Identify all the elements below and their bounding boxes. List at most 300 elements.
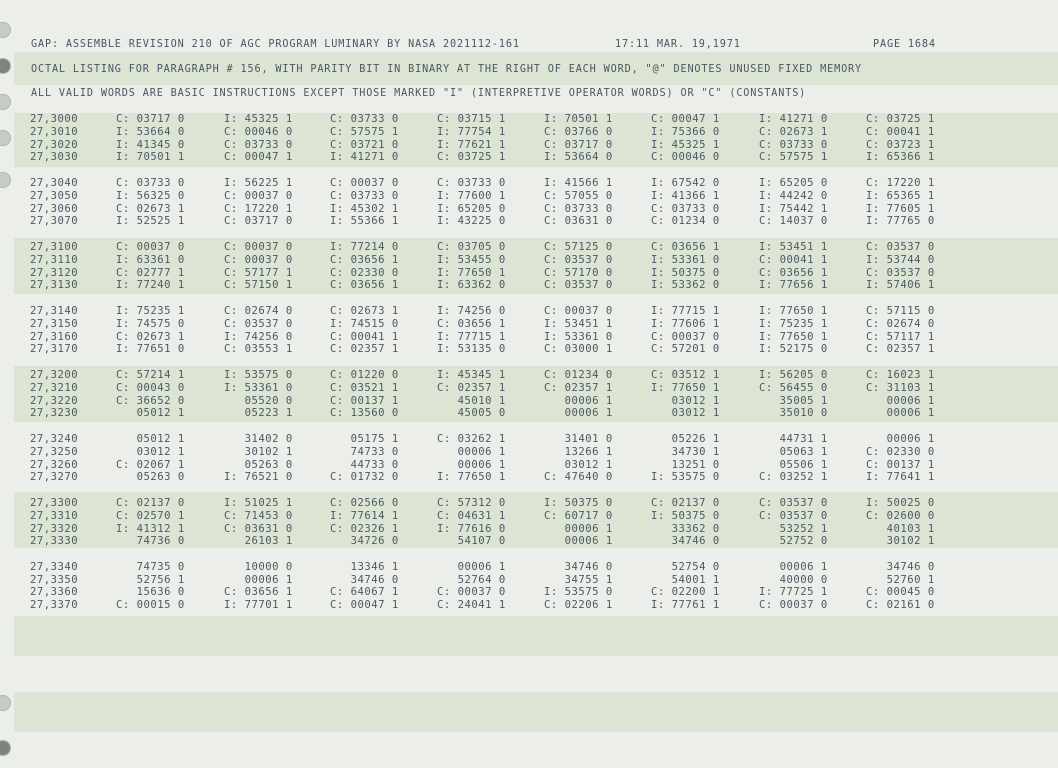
octal-word: C: 03631 0 (544, 215, 613, 228)
octal-word: I: 74515 0 (330, 317, 399, 330)
octal-word: C: 03656 1 (330, 279, 399, 292)
octal-word: 00006 1 (437, 445, 506, 458)
octal-word: 30102 1 (866, 535, 935, 548)
octal-word: C: 03717 0 (224, 215, 293, 228)
octal-word: C: 00041 1 (759, 253, 828, 266)
listing-row (0, 459, 1058, 472)
octal-word: C: 17220 1 (866, 176, 935, 189)
octal-word: C: 02673 1 (759, 125, 828, 138)
octal-word: C: 14037 0 (759, 215, 828, 228)
octal-word: C: 00137 1 (866, 458, 935, 471)
octal-word: I: 53362 0 (651, 279, 720, 292)
octal-word: C: 02674 0 (224, 304, 293, 317)
octal-word: C: 02200 1 (651, 586, 720, 599)
memory-address: 27,3040 (30, 176, 79, 189)
octal-word: C: 03733 0 (330, 113, 399, 125)
octal-word: C: 57150 1 (224, 279, 293, 292)
octal-word: C: 03537 0 (866, 240, 935, 253)
octal-word: I: 65365 1 (866, 189, 935, 202)
memory-address: 27,3060 (30, 202, 79, 215)
octal-word: C: 02357 1 (544, 381, 613, 394)
octal-word: C: 24041 1 (437, 599, 506, 612)
octal-word: C: 03262 1 (437, 432, 506, 445)
octal-word: C: 16023 1 (866, 368, 935, 381)
octal-word: I: 50375 0 (544, 496, 613, 509)
octal-word: I: 50375 0 (651, 509, 720, 522)
octal-word: 05506 1 (759, 458, 828, 471)
memory-address: 27,3140 (30, 304, 79, 317)
octal-word: C: 03733 0 (759, 138, 828, 151)
octal-word: C: 02673 1 (116, 202, 185, 215)
octal-word: I: 65205 0 (759, 176, 828, 189)
octal-word: C: 57115 0 (866, 304, 935, 317)
octal-word: 00006 1 (544, 394, 613, 407)
octal-word: 44731 1 (759, 432, 828, 445)
memory-address: 27,3350 (30, 573, 79, 586)
octal-word: I: 77214 0 (330, 240, 399, 253)
memory-address: 27,3260 (30, 458, 79, 471)
octal-word: I: 50025 0 (866, 496, 935, 509)
octal-word: C: 00047 1 (651, 113, 720, 125)
octal-word: C: 02357 1 (330, 343, 399, 356)
octal-word: 05226 1 (651, 432, 720, 445)
octal-word: C: 01234 0 (651, 215, 720, 228)
octal-word: C: 02330 0 (866, 445, 935, 458)
memory-address: 27,3310 (30, 509, 79, 522)
octal-word: 00006 1 (544, 407, 613, 420)
listing-row (0, 331, 1058, 344)
listing-row (0, 599, 1058, 612)
octal-word: 30102 1 (224, 445, 293, 458)
octal-word: 13266 1 (544, 445, 613, 458)
octal-word: 34755 1 (544, 573, 613, 586)
listing-row (0, 574, 1058, 587)
octal-word: C: 02326 1 (330, 522, 399, 535)
octal-word: I: 77761 1 (651, 599, 720, 612)
octal-word: 31401 0 (544, 432, 613, 445)
octal-word: I: 75235 1 (759, 317, 828, 330)
octal-word: I: 77754 1 (437, 125, 506, 138)
octal-word: I: 77600 1 (437, 189, 506, 202)
octal-word: I: 53744 0 (866, 253, 935, 266)
octal-word: C: 03733 0 (330, 189, 399, 202)
listing-row (0, 446, 1058, 459)
header-description: OCTAL LISTING FOR PARAGRAPH # 156, WITH PARITY BIT IN BINARY AT THE RIGHT OF EACH WORD, "@" DENOTES UNUSED FIXED MEMORY (31, 64, 863, 75)
octal-word: C: 02161 0 (866, 599, 935, 612)
octal-word: C: 00037 0 (437, 586, 506, 599)
listing-row (0, 190, 1058, 203)
octal-word: 00006 1 (224, 573, 293, 586)
group-spacer (0, 228, 1058, 241)
octal-word: C: 00037 0 (224, 240, 293, 253)
octal-word: I: 77240 1 (116, 279, 185, 292)
octal-word: I: 52525 1 (116, 215, 185, 228)
octal-word: I: 77725 1 (759, 586, 828, 599)
memory-address: 27,3200 (30, 368, 79, 381)
paper-band (14, 616, 1058, 656)
octal-word: 15636 0 (116, 586, 185, 599)
octal-word: C: 03553 1 (224, 343, 293, 356)
memory-address: 27,3050 (30, 189, 79, 202)
octal-word: 74733 0 (330, 445, 399, 458)
octal-word: C: 02674 0 (866, 317, 935, 330)
octal-word: 00006 1 (866, 432, 935, 445)
listing-row (0, 126, 1058, 139)
octal-word: 00006 1 (544, 535, 613, 548)
memory-address: 27,3170 (30, 343, 79, 356)
octal-word: C: 03733 0 (224, 138, 293, 151)
octal-word: C: 00037 0 (544, 304, 613, 317)
octal-word: C: 31103 1 (866, 381, 935, 394)
listing-row (0, 523, 1058, 536)
octal-word: I: 53664 0 (544, 151, 613, 164)
octal-word: C: 00041 1 (866, 125, 935, 138)
octal-word: I: 45325 1 (651, 138, 720, 151)
octal-word: 44733 0 (330, 458, 399, 471)
memory-address: 27,3150 (30, 317, 79, 330)
octal-word: I: 75442 1 (759, 202, 828, 215)
octal-word: I: 74256 0 (224, 330, 293, 343)
octal-word: I: 55366 1 (330, 215, 399, 228)
listing-row (0, 382, 1058, 395)
octal-word: I: 75235 1 (116, 304, 185, 317)
octal-word: 35005 1 (759, 394, 828, 407)
octal-word: I: 77765 0 (866, 215, 935, 228)
octal-word: 03012 1 (544, 458, 613, 471)
octal-word: C: 57117 1 (866, 330, 935, 343)
memory-address: 27,3250 (30, 445, 79, 458)
octal-word: I: 70501 1 (116, 151, 185, 164)
listing-row (0, 139, 1058, 152)
octal-word: C: 00037 0 (651, 330, 720, 343)
octal-word: I: 63362 0 (437, 279, 506, 292)
octal-word: C: 02566 0 (330, 496, 399, 509)
page-number: PAGE 1684 (873, 39, 936, 50)
memory-address: 27,3210 (30, 381, 79, 394)
listing-row (0, 203, 1058, 216)
octal-word: I: 43225 0 (437, 215, 506, 228)
listing-row (0, 586, 1058, 599)
octal-word: C: 57177 1 (224, 266, 293, 279)
octal-word: 13251 0 (651, 458, 720, 471)
octal-word: C: 03252 1 (759, 471, 828, 484)
octal-word: I: 57406 1 (866, 279, 935, 292)
octal-word: 45005 0 (437, 407, 506, 420)
octal-word: C: 03715 1 (437, 113, 506, 125)
memory-address: 27,3160 (30, 330, 79, 343)
octal-word: C: 02137 0 (116, 496, 185, 509)
octal-word: C: 00045 0 (866, 586, 935, 599)
octal-word: C: 03656 1 (437, 317, 506, 330)
octal-word: C: 03521 1 (330, 381, 399, 394)
octal-word: I: 53575 0 (651, 471, 720, 484)
feed-hole (0, 94, 11, 110)
memory-address: 27,3070 (30, 215, 79, 228)
octal-word: C: 03717 0 (116, 113, 185, 125)
octal-word: I: 77605 1 (866, 202, 935, 215)
octal-word: 54001 1 (651, 573, 720, 586)
octal-word: C: 01220 0 (330, 368, 399, 381)
feed-hole (0, 740, 11, 756)
memory-address: 27,3240 (30, 432, 79, 445)
octal-word: C: 36652 0 (116, 394, 185, 407)
listing-row (0, 433, 1058, 446)
octal-word: 05175 1 (330, 432, 399, 445)
octal-word: C: 03512 1 (651, 368, 720, 381)
octal-word: 05263 0 (116, 471, 185, 484)
octal-word: C: 03721 0 (330, 138, 399, 151)
memory-address: 27,3370 (30, 599, 79, 612)
octal-word: 05263 0 (224, 458, 293, 471)
listing-row (0, 561, 1058, 574)
octal-word: I: 41345 0 (116, 138, 185, 151)
octal-word: I: 53135 0 (437, 343, 506, 356)
octal-word: 40103 1 (866, 522, 935, 535)
octal-word: 34746 0 (866, 560, 935, 573)
octal-word: C: 00041 1 (330, 330, 399, 343)
octal-word: C: 00037 0 (330, 176, 399, 189)
listing-row (0, 305, 1058, 318)
octal-word: 05012 1 (116, 432, 185, 445)
octal-word: C: 56455 0 (759, 381, 828, 394)
octal-word: 00006 1 (866, 394, 935, 407)
octal-word: 34730 1 (651, 445, 720, 458)
memory-address: 27,3320 (30, 522, 79, 535)
octal-word: I: 53664 0 (116, 125, 185, 138)
octal-word: 03012 1 (651, 407, 720, 420)
octal-word: I: 77614 1 (330, 509, 399, 522)
octal-word: 10000 0 (224, 560, 293, 573)
octal-word: I: 53361 0 (224, 381, 293, 394)
memory-address: 27,3100 (30, 240, 79, 253)
octal-word: I: 56325 0 (116, 189, 185, 202)
octal-word: C: 03537 0 (544, 253, 613, 266)
octal-word: I: 41312 1 (116, 522, 185, 535)
octal-word: I: 53451 1 (544, 317, 613, 330)
octal-word: C: 02673 1 (116, 330, 185, 343)
memory-address: 27,3270 (30, 471, 79, 484)
octal-word: C: 71453 0 (224, 509, 293, 522)
octal-word: C: 00037 0 (224, 253, 293, 266)
octal-word: 53252 1 (759, 522, 828, 535)
header-timestamp: 17:11 MAR. 19,1971 (615, 39, 741, 50)
octal-word: C: 03717 0 (544, 138, 613, 151)
octal-word: C: 03537 0 (866, 266, 935, 279)
memory-address: 27,3120 (30, 266, 79, 279)
listing-row (0, 267, 1058, 280)
feed-hole (0, 58, 11, 74)
group-spacer (0, 292, 1058, 305)
octal-word: I: 77650 1 (759, 304, 828, 317)
feed-hole (0, 695, 11, 711)
octal-word: 52752 0 (759, 535, 828, 548)
octal-word: I: 77650 1 (437, 266, 506, 279)
octal-word: C: 02330 0 (330, 266, 399, 279)
octal-word: C: 01234 0 (544, 368, 613, 381)
octal-word: 74735 0 (116, 560, 185, 573)
octal-word: C: 02570 1 (116, 509, 185, 522)
octal-word: I: 53575 0 (224, 368, 293, 381)
octal-word: 34726 0 (330, 535, 399, 548)
memory-address: 27,3130 (30, 279, 79, 292)
octal-word: I: 77656 1 (759, 279, 828, 292)
octal-word: 34746 0 (544, 560, 613, 573)
octal-word: I: 77651 0 (116, 343, 185, 356)
octal-word: 00006 1 (759, 560, 828, 573)
octal-word: C: 02673 1 (330, 304, 399, 317)
octal-word: 34746 0 (330, 573, 399, 586)
octal-word: 00006 1 (544, 522, 613, 535)
listing-row (0, 369, 1058, 382)
octal-word: I: 53361 0 (651, 253, 720, 266)
octal-word: 05063 1 (759, 445, 828, 458)
octal-word: I: 74256 0 (437, 304, 506, 317)
memory-address: 27,3010 (30, 125, 79, 138)
octal-word: C: 13560 0 (330, 407, 399, 420)
octal-word: 45010 1 (437, 394, 506, 407)
octal-word: I: 41271 0 (330, 151, 399, 164)
octal-word: I: 77701 1 (224, 599, 293, 612)
feed-hole (0, 22, 11, 38)
octal-word: 52754 0 (651, 560, 720, 573)
octal-word: C: 00046 0 (651, 151, 720, 164)
octal-word: C: 03656 1 (651, 240, 720, 253)
octal-word: I: 56225 1 (224, 176, 293, 189)
octal-word: I: 77715 1 (437, 330, 506, 343)
octal-word: I: 41566 1 (544, 176, 613, 189)
octal-word: C: 03733 0 (116, 176, 185, 189)
listing-row (0, 215, 1058, 228)
octal-word: I: 65366 1 (866, 151, 935, 164)
octal-word: C: 02206 1 (544, 599, 613, 612)
paper-band (14, 692, 1058, 732)
octal-word: 00006 1 (437, 458, 506, 471)
octal-word: I: 70501 1 (544, 113, 613, 125)
listing-row (0, 318, 1058, 331)
octal-word: I: 50375 0 (651, 266, 720, 279)
octal-word: C: 03656 1 (224, 586, 293, 599)
octal-word: 34746 0 (651, 535, 720, 548)
octal-word: C: 00037 0 (116, 240, 185, 253)
octal-word: I: 52175 0 (759, 343, 828, 356)
octal-word: C: 03733 0 (544, 202, 613, 215)
header-title: GAP: ASSEMBLE REVISION 210 OF AGC PROGRAM LUMINARY BY NASA 2021112-161 (31, 39, 520, 50)
listing-row (0, 510, 1058, 523)
memory-address: 27,3300 (30, 496, 79, 509)
group-spacer (0, 484, 1058, 497)
memory-address: 27,3030 (30, 151, 79, 164)
octal-word: C: 57575 1 (759, 151, 828, 164)
octal-word: I: 41366 1 (651, 189, 720, 202)
octal-word: 00006 1 (866, 407, 935, 420)
octal-word: I: 75366 0 (651, 125, 720, 138)
octal-word: 26103 1 (224, 535, 293, 548)
octal-word: C: 02357 1 (437, 381, 506, 394)
listing-row (0, 407, 1058, 420)
octal-word: C: 00047 1 (224, 151, 293, 164)
octal-word: C: 57170 0 (544, 266, 613, 279)
memory-address: 27,3340 (30, 560, 79, 573)
octal-word: I: 53455 0 (437, 253, 506, 266)
octal-word: C: 57575 1 (330, 125, 399, 138)
octal-word: C: 64067 1 (330, 586, 399, 599)
listing-row (0, 279, 1058, 292)
octal-word: I: 77650 1 (651, 381, 720, 394)
octal-word: I: 63361 0 (116, 253, 185, 266)
octal-word: I: 53451 1 (759, 240, 828, 253)
octal-word: C: 17220 1 (224, 202, 293, 215)
octal-word: C: 00037 0 (224, 189, 293, 202)
listing-row (0, 151, 1058, 164)
octal-word: I: 41271 0 (759, 113, 828, 125)
octal-word: I: 77650 1 (437, 471, 506, 484)
octal-word: I: 77616 0 (437, 522, 506, 535)
octal-word: C: 00046 0 (224, 125, 293, 138)
octal-word: 33362 0 (651, 522, 720, 535)
group-spacer (0, 164, 1058, 177)
octal-word: C: 02600 0 (866, 509, 935, 522)
octal-word: 05012 1 (116, 407, 185, 420)
octal-word: 52764 0 (437, 573, 506, 586)
group-spacer (0, 548, 1058, 561)
listing-row (0, 471, 1058, 484)
octal-word: C: 03537 0 (759, 509, 828, 522)
octal-word: C: 00137 1 (330, 394, 399, 407)
memory-address: 27,3220 (30, 394, 79, 407)
octal-word: C: 03000 1 (544, 343, 613, 356)
octal-word: I: 45345 1 (437, 368, 506, 381)
octal-word: C: 02357 1 (866, 343, 935, 356)
header-legend: ALL VALID WORDS ARE BASIC INSTRUCTIONS EXCEPT THOSE MARKED "I" (INTERPRETIVE OPERATOR WORDS) OR "C" (CONSTANTS) (31, 88, 807, 99)
octal-word: 03012 1 (651, 394, 720, 407)
octal-word: I: 77715 1 (651, 304, 720, 317)
octal-word: 74736 0 (116, 535, 185, 548)
memory-address: 27,3000 (30, 113, 79, 125)
listing-row (0, 497, 1058, 510)
octal-word: C: 00043 0 (116, 381, 185, 394)
octal-word: I: 77621 1 (437, 138, 506, 151)
octal-word: I: 45325 1 (224, 113, 293, 125)
octal-word: C: 03723 1 (866, 138, 935, 151)
octal-word: C: 03733 0 (651, 202, 720, 215)
octal-word: C: 03537 0 (544, 279, 613, 292)
octal-word: C: 03766 0 (544, 125, 613, 138)
octal-word: C: 02067 1 (116, 458, 185, 471)
octal-word: 35010 0 (759, 407, 828, 420)
memory-address: 27,3330 (30, 535, 79, 548)
octal-word: 03012 1 (116, 445, 185, 458)
octal-word: C: 57201 0 (651, 343, 720, 356)
group-spacer (0, 356, 1058, 369)
octal-word: C: 00037 0 (759, 599, 828, 612)
octal-word: C: 00047 1 (330, 599, 399, 612)
group-spacer (0, 420, 1058, 433)
octal-word: C: 03631 0 (224, 522, 293, 535)
octal-word: I: 77650 1 (759, 330, 828, 343)
octal-word: C: 57214 1 (116, 368, 185, 381)
memory-address: 27,3230 (30, 407, 79, 420)
octal-word: C: 57055 0 (544, 189, 613, 202)
listing-row (0, 535, 1058, 548)
octal-word: C: 03537 0 (224, 317, 293, 330)
octal-word: I: 44242 0 (759, 189, 828, 202)
listing-row (0, 113, 1058, 126)
octal-word: 05520 0 (224, 394, 293, 407)
octal-word: C: 03656 1 (759, 266, 828, 279)
octal-word: 52756 1 (116, 573, 185, 586)
octal-word: I: 76521 0 (224, 471, 293, 484)
memory-address: 27,3110 (30, 253, 79, 266)
